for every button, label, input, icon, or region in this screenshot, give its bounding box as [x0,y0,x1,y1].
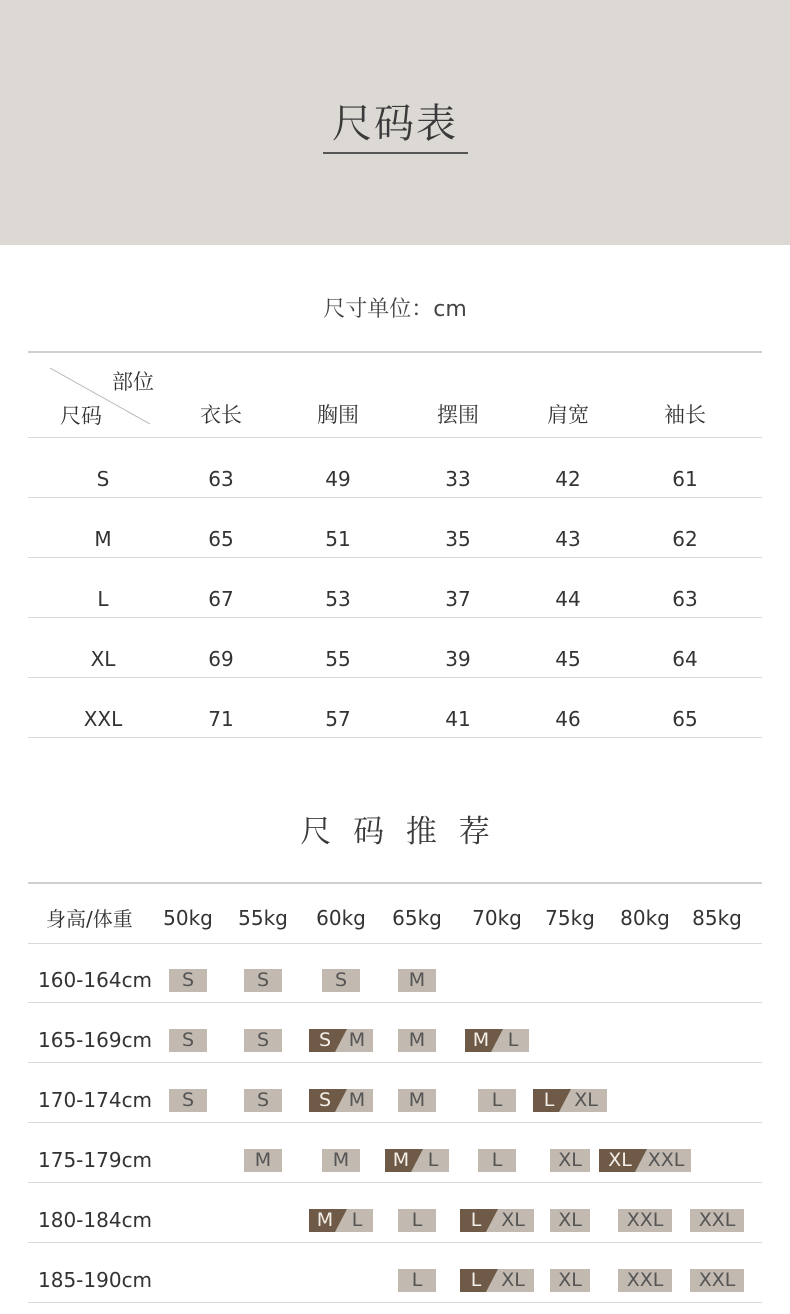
measurement-cell: 57 [325,707,351,731]
measurement-cell: 44 [555,587,581,611]
size-chip: M [398,1089,436,1112]
height-label: 185-190cm [38,1268,153,1292]
measurement-cell: 64 [672,647,698,671]
measurement-cell: 42 [555,467,581,491]
size-chip-split [309,1209,373,1232]
size-chip: L [478,1149,516,1172]
chip-primary-size: S [318,1089,332,1111]
unit-label: 尺寸单位：cm [323,297,467,322]
size-chip: XL [550,1149,590,1172]
measurement-cell: 63 [208,467,234,491]
size-chip: M [244,1149,282,1172]
size-chip: XXL [690,1209,744,1232]
chip-secondary-size: L [507,1029,519,1051]
height-label: 180-184cm [38,1208,153,1232]
size-chip: S [169,1089,207,1112]
measurement-cell: 37 [445,587,471,611]
chip-primary-size: L [470,1269,482,1291]
measurement-cell: 35 [445,527,471,551]
column-header: 摆围 [437,403,479,427]
chip-secondary-size: XL [501,1269,525,1291]
size-chip: S [244,969,282,992]
measurement-cell: 49 [325,467,351,491]
column-header: 袖长 [664,403,706,427]
height-label: 175-179cm [38,1148,153,1172]
measurement-cell: 69 [208,647,234,671]
measurement-cell: 51 [325,527,351,551]
size-chip-split [599,1149,691,1172]
weight-header: 50kg [163,906,213,930]
measurement-cell: 46 [555,707,581,731]
measurement-cell: 55 [325,647,351,671]
row-divider [28,557,762,558]
size-chip: L [398,1209,436,1232]
height-label: 170-174cm [38,1088,153,1112]
title-underline [323,152,468,154]
size-chip: M [398,969,436,992]
height-label: 160-164cm [38,968,153,992]
chip-primary-size: XL [608,1149,632,1171]
weight-header: 55kg [238,906,288,930]
size-chip: L [398,1269,436,1292]
weight-header: 75kg [545,906,595,930]
size-label: L [97,587,109,611]
table-top-rule [28,351,762,353]
measurement-cell: 43 [555,527,581,551]
rec-header-label: 身高/体重 [46,907,133,931]
chip-primary-size: L [543,1089,555,1111]
chip-secondary-size: XL [574,1089,598,1111]
column-header: 胸围 [317,403,359,427]
weight-header: 80kg [620,906,670,930]
column-header: 肩宽 [547,403,589,427]
chip-secondary-size: M [348,1029,366,1051]
size-chip: XL [550,1209,590,1232]
row-divider [28,737,762,738]
weight-header: 60kg [316,906,366,930]
chip-primary-size: L [470,1209,482,1231]
measurement-cell: 67 [208,587,234,611]
size-label: XXL [83,707,123,731]
size-chip: M [322,1149,360,1172]
chip-primary-size: M [392,1149,410,1171]
size-chip-split [460,1209,534,1232]
size-chip: S [244,1029,282,1052]
size-chip: L [478,1089,516,1112]
chip-secondary-size: XL [501,1209,525,1231]
row-divider [28,1002,762,1003]
header-banner [0,0,790,245]
header-corner-size: 尺码 [60,404,102,428]
size-label: S [96,467,110,491]
size-chip: XXL [618,1269,672,1292]
page-title: 尺码表 [332,101,458,147]
weight-header: 65kg [392,906,442,930]
size-chip: XXL [618,1209,672,1232]
size-chip: S [169,969,207,992]
row-divider [28,1062,762,1063]
row-divider [28,943,762,944]
rec-top-rule [28,882,762,884]
size-chip: XXL [690,1269,744,1292]
size-label: M [94,527,112,551]
measurement-cell: 45 [555,647,581,671]
size-chip-split [460,1269,534,1292]
row-divider [28,1242,762,1243]
size-chip-split [533,1089,607,1112]
measurement-cell: 63 [672,587,698,611]
measurement-cell: 65 [208,527,234,551]
chip-secondary-size: L [351,1209,363,1231]
chip-primary-size: S [318,1029,332,1051]
row-divider [28,1122,762,1123]
row-divider [28,617,762,618]
measurement-cell: 41 [445,707,471,731]
weight-header: 85kg [692,906,742,930]
measurement-cell: 33 [445,467,471,491]
height-label: 165-169cm [38,1028,153,1052]
column-header: 衣长 [200,403,242,427]
size-chip-split [465,1029,529,1052]
chip-secondary-size: L [427,1149,439,1171]
size-chip: S [322,969,360,992]
size-chip: M [398,1029,436,1052]
measurement-cell: 65 [672,707,698,731]
size-chip-split [309,1089,373,1112]
weight-header: 70kg [472,906,522,930]
chip-primary-size: M [316,1209,334,1231]
measurement-cell: 53 [325,587,351,611]
row-divider [28,437,762,438]
size-chip: S [169,1029,207,1052]
header-corner-part: 部位 [112,370,154,394]
size-chip: S [244,1089,282,1112]
size-label: XL [90,647,116,671]
row-divider [28,677,762,678]
size-chip: XL [550,1269,590,1292]
row-divider [28,497,762,498]
chip-primary-size: M [472,1029,490,1051]
measurement-cell: 62 [672,527,698,551]
measurement-cell: 39 [445,647,471,671]
measurement-cell: 71 [208,707,234,731]
size-chip-split [385,1149,449,1172]
row-divider [28,1302,762,1303]
chip-secondary-size: XXL [647,1149,685,1171]
size-chip-split [309,1029,373,1052]
chip-secondary-size: M [348,1089,366,1111]
recommendation-title: 尺 码 推 荐 [300,814,490,850]
row-divider [28,1182,762,1183]
measurement-cell: 61 [672,467,698,491]
